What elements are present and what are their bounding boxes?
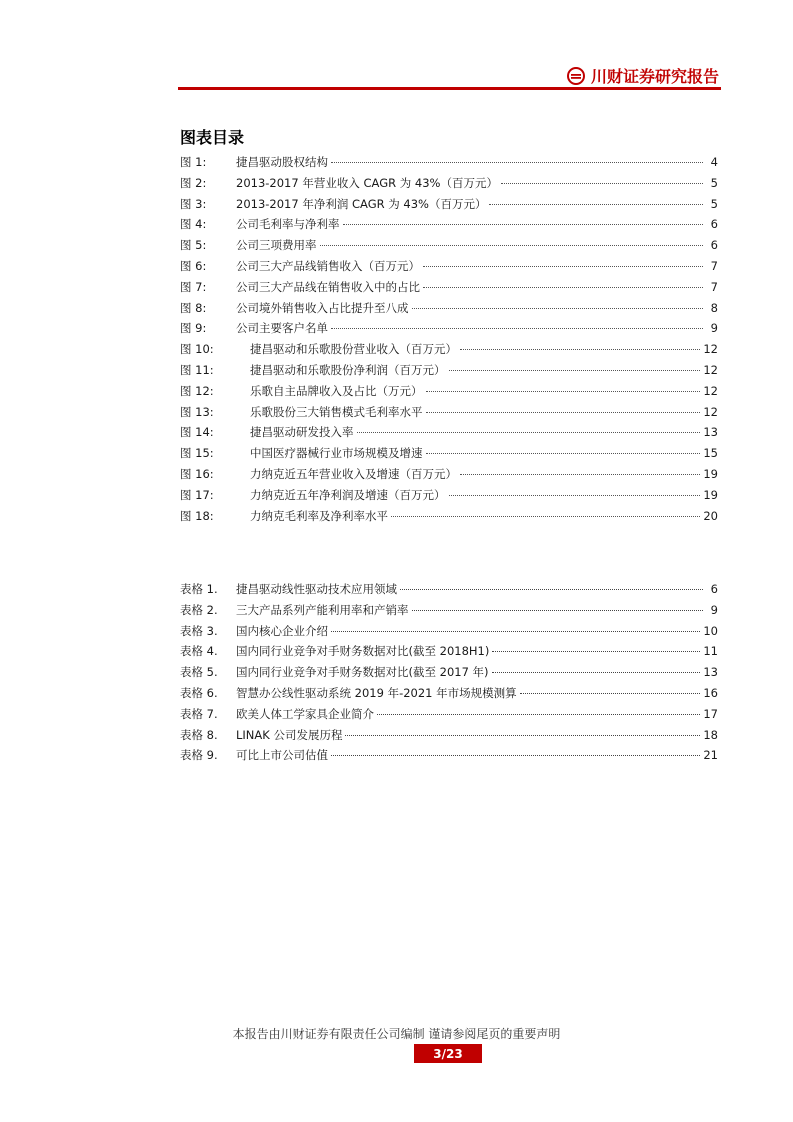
entry-title: 捷昌驱动研发投入率: [250, 425, 354, 440]
entry-title: 欧美人体工学家具企业简介: [236, 706, 374, 721]
figure-entry[interactable]: [180, 443, 718, 464]
dot-leader: [426, 391, 701, 392]
entry-title: 公司三大产品线在销售收入中的占比: [236, 279, 420, 294]
entry-title: 公司主要客户名单: [236, 321, 328, 336]
page-number: 3/23: [414, 1044, 482, 1063]
entry-label: 表格 6.: [180, 685, 218, 700]
dot-leader: [345, 735, 700, 736]
entry-page: 17: [703, 706, 718, 721]
entry-label: 表格 2.: [180, 602, 218, 617]
entry-title: 乐歌自主品牌收入及占比（万元）: [250, 383, 423, 398]
dot-leader: [492, 651, 700, 652]
page-header: [178, 62, 721, 92]
entry-label: 图 12:: [180, 383, 214, 398]
chuancai-logo-icon: [567, 67, 585, 85]
entry-page: 6: [710, 238, 718, 253]
figure-entry[interactable]: [180, 422, 718, 443]
dot-leader: [449, 370, 701, 371]
dot-leader: [501, 183, 703, 184]
section-title: 图表目录: [180, 128, 245, 147]
dot-leader: [423, 266, 703, 267]
entry-page: 7: [710, 258, 718, 273]
entry-page: 7: [710, 279, 718, 294]
figure-entry[interactable]: [180, 152, 718, 173]
table-entry[interactable]: [180, 641, 718, 662]
dot-leader: [331, 755, 700, 756]
figure-entry[interactable]: [180, 402, 718, 423]
entry-label: 表格 3.: [180, 623, 218, 638]
entry-title: 捷昌驱动和乐歌股份净利润（百万元）: [250, 362, 446, 377]
entry-label: 图 13:: [180, 404, 214, 419]
figure-entry[interactable]: [180, 318, 718, 339]
entry-label: 图 18:: [180, 508, 214, 523]
entry-title: 2013-2017 年营业收入 CAGR 为 43%（百万元）: [236, 175, 498, 190]
entry-label: 表格 5.: [180, 665, 218, 680]
entry-title: 捷昌驱动和乐歌股份营业收入（百万元）: [250, 342, 457, 357]
entry-label: 图 10:: [180, 342, 214, 357]
entry-page: 9: [710, 321, 718, 336]
entry-title: 国内同行业竞争对手财务数据对比(截至 2018H1): [236, 644, 490, 659]
entry-page: 9: [710, 602, 718, 617]
entry-label: 图 11:: [180, 362, 214, 377]
dot-leader: [391, 516, 700, 517]
entry-title: 国内同行业竞争对手财务数据对比(截至 2017 年): [236, 665, 489, 680]
entry-page: 6: [710, 582, 718, 596]
entry-page: 19: [703, 487, 718, 502]
entry-title: 国内核心企业介绍: [236, 623, 328, 638]
dot-leader: [320, 245, 704, 246]
dot-leader: [343, 224, 704, 225]
entry-page: 20: [703, 508, 718, 523]
entry-page: 19: [703, 466, 718, 481]
entry-label: 图 2:: [180, 175, 207, 190]
entry-title: 三大产品系列产能利用率和产销率: [236, 602, 409, 617]
brand-name: 川财证券研究报告: [590, 67, 719, 86]
entry-page: 6: [710, 217, 718, 232]
table-entry[interactable]: [180, 683, 718, 704]
entry-page: 13: [703, 665, 718, 680]
figure-entry[interactable]: [180, 506, 718, 527]
dot-leader: [423, 287, 703, 288]
entry-title: 捷昌驱动线性驱动技术应用领域: [236, 582, 397, 596]
dot-leader: [357, 432, 701, 433]
figure-entry[interactable]: [180, 256, 718, 277]
entry-page: 12: [703, 383, 718, 398]
figure-list: [180, 152, 718, 526]
dot-leader: [426, 453, 701, 454]
table-entry[interactable]: [180, 600, 718, 621]
entry-label: 表格 8.: [180, 727, 218, 742]
entry-title: 中国医疗器械行业市场规模及增速: [250, 446, 423, 461]
figure-entry[interactable]: [180, 464, 718, 485]
entry-label: 图 7:: [180, 279, 207, 294]
entry-label: 图 3:: [180, 196, 207, 211]
entry-title: 2013-2017 年净利润 CAGR 为 43%（百万元）: [236, 196, 487, 211]
entry-page: 11: [703, 644, 718, 659]
dot-leader: [489, 204, 703, 205]
entry-page: 13: [703, 425, 718, 440]
entry-page: 8: [710, 300, 718, 315]
entry-page: 12: [703, 342, 718, 357]
entry-title: 乐歌股份三大销售模式毛利率水平: [250, 404, 423, 419]
entry-page: 12: [703, 404, 718, 419]
figure-entry[interactable]: [180, 214, 718, 235]
table-entry[interactable]: [180, 704, 718, 725]
entry-label: 表格 9.: [180, 748, 218, 763]
entry-title: 捷昌驱动股权结构: [236, 155, 328, 169]
entry-label: 图 9:: [180, 321, 207, 336]
figure-entry[interactable]: [180, 339, 718, 360]
entry-label: 表格 4.: [180, 644, 218, 659]
footer-disclaimer: 本报告由川财证券有限责任公司编制 谨请参阅尾页的重要声明: [232, 1027, 561, 1041]
figure-entry[interactable]: [180, 485, 718, 506]
entry-title: 公司三项费用率: [236, 238, 317, 253]
brand: [567, 64, 719, 87]
dot-leader: [331, 162, 703, 163]
entry-page: 15: [703, 446, 718, 461]
entry-page: 4: [710, 155, 718, 169]
table-entry[interactable]: [180, 725, 718, 746]
dot-leader: [412, 610, 704, 611]
table-list: [180, 579, 718, 766]
entry-title: 力纳克近五年净利润及增速（百万元）: [250, 487, 446, 502]
entry-title: 公司三大产品线销售收入（百万元）: [236, 258, 420, 273]
entry-title: 可比上市公司估值: [236, 748, 328, 763]
dot-leader: [377, 714, 700, 715]
table-entry[interactable]: [180, 662, 718, 683]
dot-leader: [492, 672, 701, 673]
entry-title: LINAK 公司发展历程: [236, 727, 343, 742]
entry-page: 5: [710, 196, 718, 211]
table-entry[interactable]: [180, 745, 718, 766]
entry-label: 图 17:: [180, 487, 214, 502]
entry-label: 图 14:: [180, 425, 214, 440]
entry-label: 图 15:: [180, 446, 214, 461]
entry-title: 公司毛利率与净利率: [236, 217, 340, 232]
dot-leader: [520, 693, 701, 694]
entry-label: 图 8:: [180, 300, 207, 315]
dot-leader: [460, 349, 700, 350]
entry-label: 图 16:: [180, 466, 214, 481]
table-entry[interactable]: [180, 579, 718, 600]
entry-title: 公司境外销售收入占比提升至八成: [236, 300, 409, 315]
entry-page: 18: [703, 727, 718, 742]
entry-label: 表格 1.: [180, 582, 218, 596]
entry-page: 16: [703, 685, 718, 700]
figure-entry[interactable]: [180, 235, 718, 256]
figure-entry[interactable]: [180, 298, 718, 319]
entry-page: 10: [703, 623, 718, 638]
entry-label: 图 6:: [180, 258, 207, 273]
entry-label: 图 4:: [180, 217, 207, 232]
entry-title: 智慧办公线性驱动系统 2019 年-2021 年市场规模测算: [236, 685, 517, 700]
entry-page: 12: [703, 362, 718, 377]
figure-entry[interactable]: [180, 381, 718, 402]
dot-leader: [400, 589, 703, 590]
figure-entry[interactable]: [180, 194, 718, 215]
figure-entry[interactable]: [180, 277, 718, 298]
header-rule: [178, 87, 721, 90]
entry-page: 21: [703, 748, 718, 763]
entry-label: 图 5:: [180, 238, 207, 253]
dot-leader: [331, 631, 700, 632]
figure-entry[interactable]: [180, 173, 718, 194]
dot-leader: [449, 495, 701, 496]
entry-page: 5: [710, 175, 718, 190]
entry-title: 力纳克毛利率及净利率水平: [250, 508, 388, 523]
figure-entry[interactable]: [180, 360, 718, 381]
dot-leader: [460, 474, 700, 475]
dot-leader: [426, 412, 701, 413]
entry-label: 表格 7.: [180, 706, 218, 721]
entry-title: 力纳克近五年营业收入及增速（百万元）: [250, 466, 457, 481]
entry-label: 图 1:: [180, 155, 207, 169]
dot-leader: [412, 308, 704, 309]
dot-leader: [331, 328, 703, 329]
table-entry[interactable]: [180, 621, 718, 642]
